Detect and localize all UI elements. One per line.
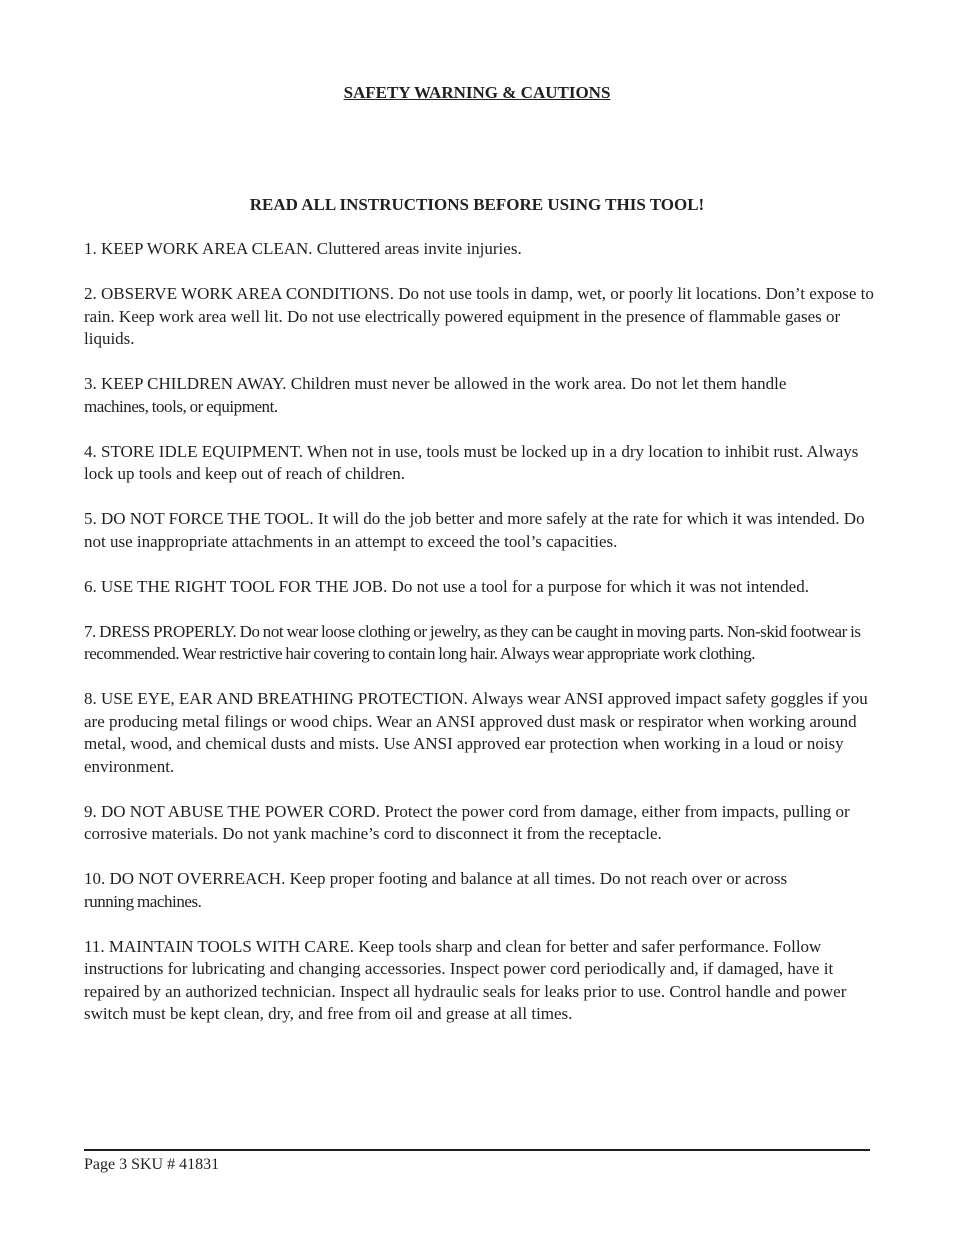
footer-divider — [84, 1149, 870, 1151]
safety-rule-10-line-1: 10. DO NOT OVERREACH. Keep proper footing and balance at all times. Do not reach over or across — [84, 869, 788, 888]
safety-rule-8: 8. USE EYE, EAR AND BREATHING PROTECTION. Always wear ANSI approved impact safety goggles if you are producing metal filings or wood chips. Wear an ANSI approved dust mask or respirator when working around metal, wood, and chemical dusts and mists. Use ANSI approved ear protection when working in a loud or noisy environment. — [84, 689, 868, 776]
page-subtitle: READ ALL INSTRUCTIONS BEFORE USING THIS TOOL! — [249, 195, 705, 214]
safety-rule-3-line-2: machines, tools, or equipment. — [84, 396, 278, 416]
page-title: SAFETY WARNING & CAUTIONS — [343, 83, 611, 102]
safety-rule-11: 11. MAINTAIN TOOLS WITH CARE. Keep tools sharp and clean for better and safer performance. Follow instructions for lubricating and changing accessories. Inspect power cord periodically and, if damaged, have it repaired by an authorized technician. Inspect all hydraulic seals for leaks prior to use. Control handle and power switch must be kept clean, dry, and free from oil and grease at all times. — [84, 936, 847, 1023]
safety-rule-5: 5. DO NOT FORCE THE TOOL. It will do the job better and more safely at the rate for which it was intended. Do not use inappropriate attachments in an attempt to exceed the tool’s capacities. — [84, 509, 865, 551]
safety-rule-3 — [84, 373, 874, 418]
safety-rule-10 — [84, 868, 874, 913]
safety-rule-3-line-1: 3. KEEP CHILDREN AWAY. Children must never be allowed in the work area. Do not let them handle — [84, 374, 787, 393]
safety-rule-9: 9. DO NOT ABUSE THE POWER CORD. Protect the power cord from damage, either from impacts, pulling or corrosive materials. Do not yank machine’s cord to disconnect it from the receptacle. — [84, 801, 850, 843]
page-footer: Page 3 SKU # 41831 — [84, 1156, 220, 1173]
safety-rule-7: 7. DRESS PROPERLY. Do not wear loose clothing or jewelry, as they can be caught in moving parts. Non-skid footwear is recommended. Wear restrictive hair covering to contain long hair. Always wear appropriate work clothing. — [84, 621, 861, 663]
safety-rule-6: 6. USE THE RIGHT TOOL FOR THE JOB. Do not use a tool for a purpose for which it was not intended. — [84, 576, 809, 596]
safety-rule-10-line-2: running machines. — [84, 891, 202, 911]
safety-rule-1: 1. KEEP WORK AREA CLEAN. Cluttered areas invite injuries. — [84, 239, 522, 258]
safety-rule-4: 4. STORE IDLE EQUIPMENT. When not in use, tools must be locked up in a dry location to inhibit rust. Always lock up tools and keep out of reach of children. — [84, 441, 859, 483]
safety-rule-2: 2. OBSERVE WORK AREA CONDITIONS. Do not use tools in damp, wet, or poorly lit locations. Don’t expose to rain. Keep work area well lit. Do not use electrically powered equipment in the presence of flammable gases or liquids. — [84, 284, 874, 348]
safety-rules-list — [84, 238, 874, 1048]
